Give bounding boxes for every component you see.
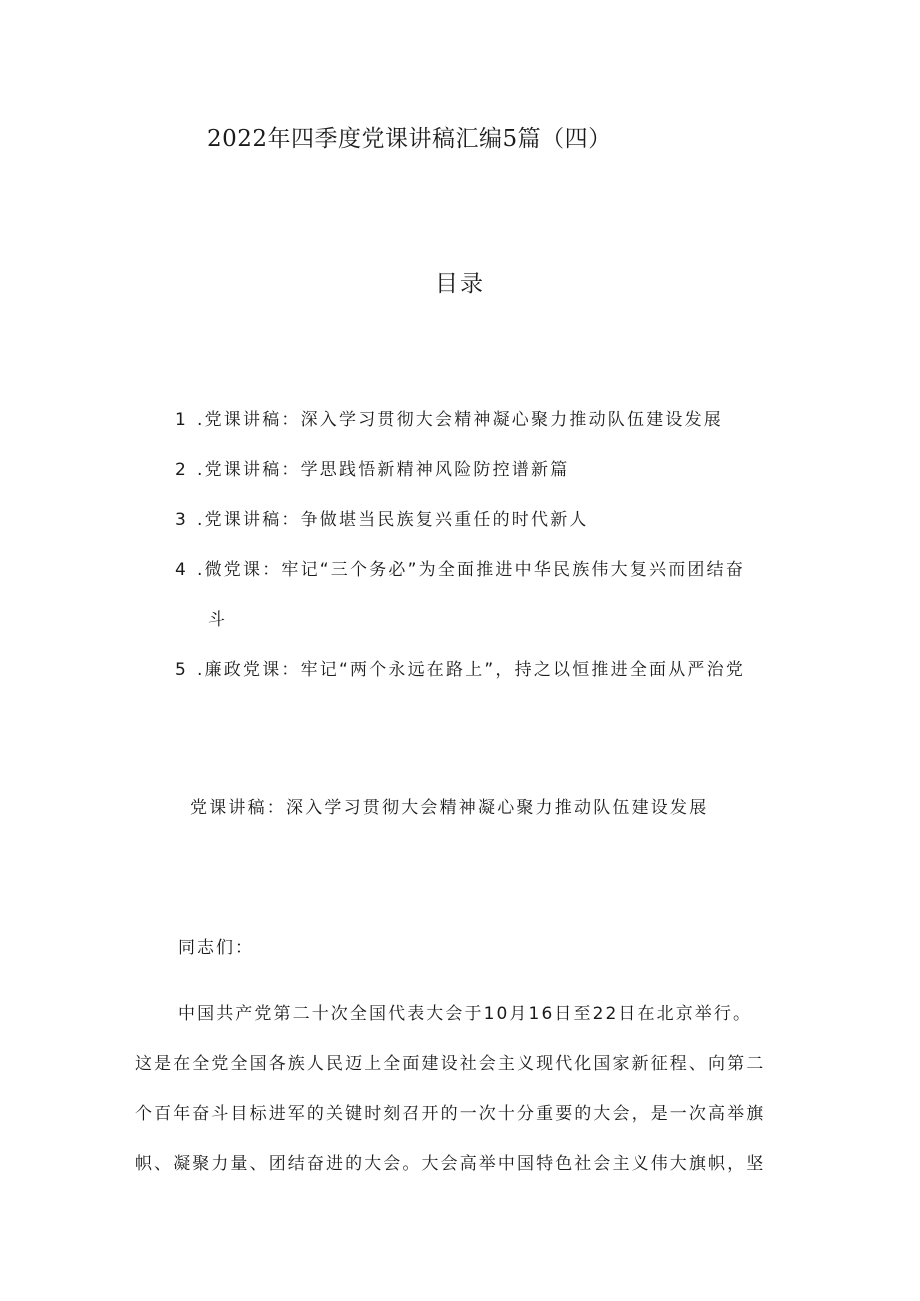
section-title: 党课讲稿：深入学习贯彻大会精神凝心聚力推动队伍建设发展 xyxy=(190,798,709,818)
toc-item-4-continuation: 斗 xyxy=(208,610,228,630)
toc-item-text: .党课讲稿：深入学习贯彻大会精神凝心聚力推动队伍建设发展 xyxy=(197,410,724,430)
toc-item-number: 2 xyxy=(175,460,189,480)
toc-item-text: .微党课：牢记“三个务必”为全面推进中华民族伟大复兴而团结奋 xyxy=(197,560,746,580)
toc-item-text: .党课讲稿：争做堪当民族复兴重任的时代新人 xyxy=(197,510,589,530)
toc-heading: 目录 xyxy=(435,271,485,297)
document-title: 2022年四季度党课讲稿汇编5篇（四） xyxy=(207,126,612,152)
paragraph-line: 个百年奋斗目标进军的关键时刻召开的一次十分重要的大会，是一次高举旗 xyxy=(135,1104,766,1124)
toc-item-text: .党课讲稿：学思践悟新精神风险防控谱新篇 xyxy=(197,460,570,480)
paragraph-line: 这是在全党全国各族人民迈上全面建设社会主义现代化国家新征程、向第二 xyxy=(135,1054,766,1074)
paragraph-line: 帜、凝聚力量、团结奋进的大会。大会高举中国特色社会主义伟大旗帜，坚 xyxy=(135,1154,766,1174)
greeting: 同志们： xyxy=(178,938,254,958)
toc-item-3 xyxy=(175,505,589,530)
toc-item-text: .廉政党课：牢记“两个永远在路上”，持之以恒推进全面从严治党 xyxy=(197,660,746,680)
toc-item-number: 3 xyxy=(175,510,189,530)
toc-item-4 xyxy=(175,555,745,580)
toc-item-number: 4 xyxy=(175,560,189,580)
toc-item-1 xyxy=(175,405,723,430)
toc-item-2 xyxy=(175,455,569,480)
paragraph-line: 中国共产党第二十次全国代表大会于10月16日至22日在北京举行。 xyxy=(178,1004,753,1024)
toc-item-5 xyxy=(175,655,745,680)
toc-item-number: 1 xyxy=(175,410,189,430)
toc-item-number: 5 xyxy=(175,660,189,680)
